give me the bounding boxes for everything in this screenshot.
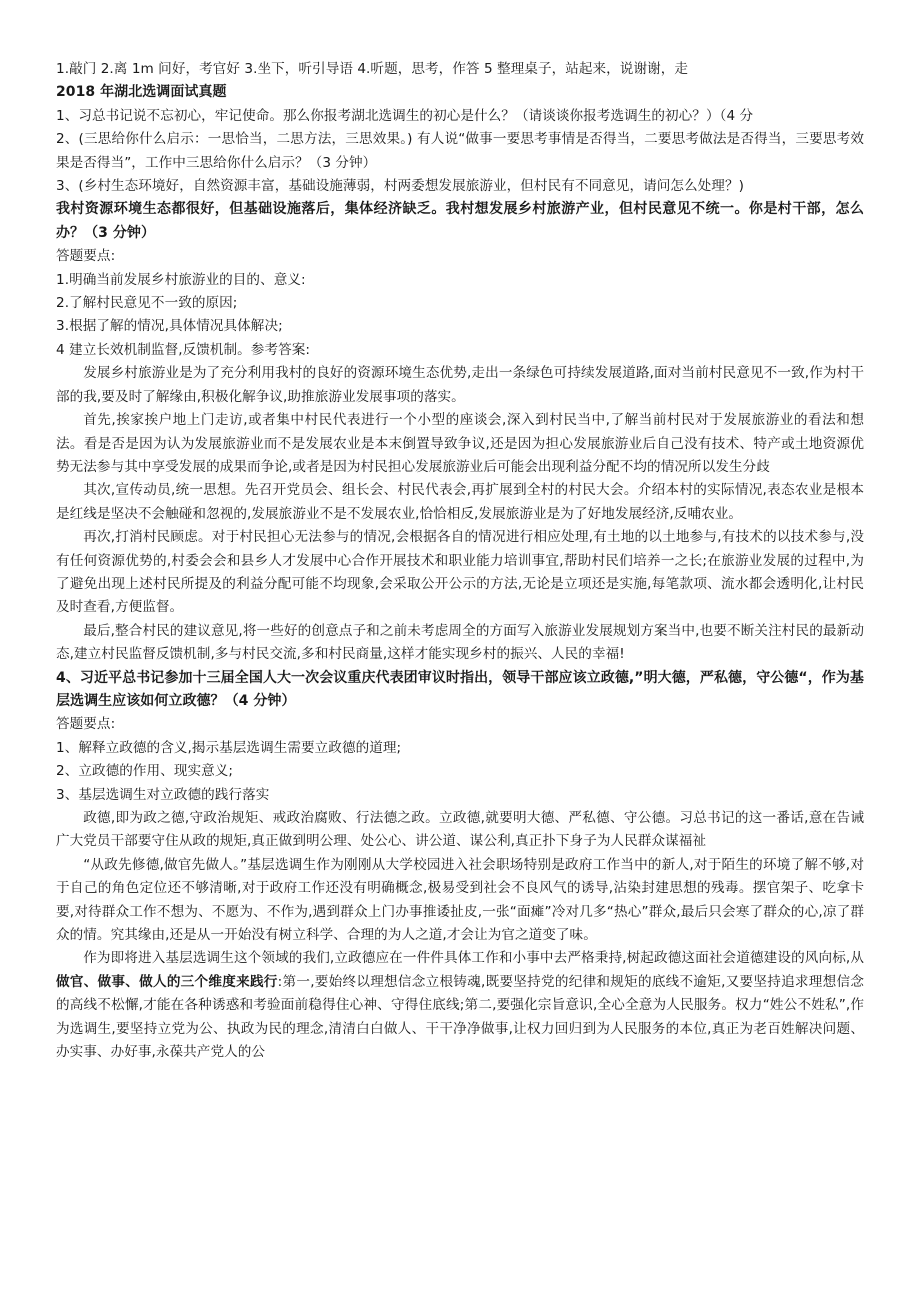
line-2: 1、习总书记说不忘初心，牢记使命。那么你报考湖北选调生的初心是什么？（请谈谈你报考选调生的初心？）（4 分 xyxy=(56,107,754,124)
line-17: 答题要点: xyxy=(56,716,116,733)
paragraph-12: 首先,挨家挨户地上门走访,或者集中村民代表进行一个小型的座谈会,深入到村民当中,了解当前村民对于发展旅游业的看法和想法。看是否是因为认为发展旅游业而不是发展农业是本末倒置导致争议,还是因为担心发展旅游业后自己没有技术、特产或土地资源优势无法参与其中享受发展的成果而争论,或者是因为村民担心发展旅游业后可能会出现利益分配不均的情况所以发生分歧 xyxy=(56,412,864,475)
paragraph-15: 最后,整合村民的建议意见,将一些好的创意点子和之前未考虑周全的方面写入旅游业发展规划方案当中,也要不断关注村民的最新动态,建立村民监督反馈机制,多与村民交流,多和村民商量,这样才能实现乡村的振兴、人民的幸福! xyxy=(56,622,864,663)
line-16: 4、习近平总书记参加十三届全国人大一次会议重庆代表团审议时指出，领导干部应该立政德,”明大德，严私德，守公德“，作为基层选调生应该如何立政德？（4 分钟） xyxy=(56,669,864,709)
line-18: 1、解释立政德的含义,揭示基层选调生需要立政德的道理; xyxy=(56,739,402,756)
paragraph-13: 其次,宣传动员,统一思想。先召开党员会、组长会、村民代表会,再扩展到全村的村民大会。介绍本村的实际情况,表态农业是根本是红线是坚决不会触碰和忽视的,发展旅游业不是不发展农业,恰恰相反,发展旅游业是为了好地发展经济,反哺农业。 xyxy=(56,482,864,522)
paragraph-22: “从政先修德,做官先做人。”基层选调生作为刚刚从大学校园进入社会职场特别是政府工作当中的新人,对于陌生的环境了解不够,对于自己的角色定位还不够清晰,对于政府工作还没有明确概念,极易受到社会不良风气的诱导,沾染封建思想的残毒。摆官架子、吃拿卡要,对待群众工作不想为、不愿为、不作为,遇到群众上门办事推诿扯皮,一张“面瘫”冷对几多“热心”群众,最后只会寒了群众的心,凉了群众的情。究其缘由,还是从一开始没有树立科学、合理的为人之道,才会让为官之道变了味。 xyxy=(56,856,864,944)
line-20: 3、基层选调生对立政德的践行落实 xyxy=(56,786,270,803)
line-10: 4 建立长效机制监督,反馈机制。参考答案: xyxy=(56,341,311,358)
line-4: 3、(乡村生态环境好，自然资源丰富，基础设施薄弱，村两委想发展旅游业，但村民有不同意见，请问怎么处理？) xyxy=(56,178,744,195)
paragraph-14: 再次,打消村民顾虑。对于村民担心无法参与的情况,会根据各自的情况进行相应处理,有土地的以土地参与,有技术的以技术参与,没有任何资源优势的,村委会会和县乡人才发展中心合作开展技术和职业能力培训事宜,帮助村民们培养一之长;在旅游业发展的过程中,为了避免出现上述村民所提及的利益分配可能不均现象,会采取公开公示的方法,无论是立项还是实施,每笔款项、流水都会透明化,让村民及时查看,方便监督。 xyxy=(56,529,864,616)
last-para-bold: 做官、做事、做人的三个维度来践行 xyxy=(56,973,278,990)
line-8: 2.了解村民意见不一致的原因; xyxy=(56,295,238,312)
line-3: 2、(三思给你什么启示：一思恰当，二思方法，三思效果。) 有人说“做事一要思考事情是否得当，二要思考做法是否得当，三要思考效果是否得当”，工作中三思给你什么启示？（3 分钟） xyxy=(56,131,864,171)
line-0: 1.敲门 2.离 1m 问好，考官好 3.坐下，听引导语 4.听题，思考，作答 5 整理桌子，站起来，说谢谢，走 xyxy=(56,61,689,77)
line-1: 2018 年湖北选调面试真题 xyxy=(56,84,227,101)
line-6: 答题要点: xyxy=(56,248,116,265)
line-7: 1.明确当前发展乡村旅游业的目的、意义: xyxy=(56,271,306,288)
line-19: 2、立政德的作用、现实意义; xyxy=(56,763,234,780)
line-9: 3.根据了解的情况,具体情况具体解决; xyxy=(56,318,283,335)
last-para-part1: 作为即将进入基层选调生这个领域的我们,立政德应在一件件具体工作和小事中去严格秉持,树起政德这面社会道德建设的风向标,从 xyxy=(83,950,864,967)
line-5: 我村资源环境生态都很好，但基础设施落后，集体经济缺乏。我村想发展乡村旅游产业，但村民意见不统一。你是村干部，怎么办？（3 分钟） xyxy=(56,201,864,241)
paragraph-11: 发展乡村旅游业是为了充分利用我村的良好的资源环境生态优势,走出一条绿色可持续发展道路,面对当前村民意见不一致,作为村干部的我,要及时了解缘由,积极化解争议,助推旅游业发展事项的落实。 xyxy=(56,365,864,405)
paragraph-21: 政德,即为政之德,守政治规矩、戒政治腐败、行法德之政。立政德,就要明大德、严私德、守公德。习总书记的这一番话,意在告诫广大党员干部要守住从政的规矩,真正做到明公理、处公心、讲公道、谋公利,真正扑下身子为人民群众谋福祉 xyxy=(56,810,864,850)
last-para-part3: :第一,要始终以理想信念立根铸魂,既要坚持党的纪律和规矩的底线不逾矩,又要坚持追求理想信念的高线不松懈,才能在各种诱惑和考验面前稳得住心神、守得住底线;第二,要强化宗旨意识,全心全意为人民服务。权力“姓公不姓私”,作为选调生,要坚持立党为公、执政为民的理念,清清白白做人、干干净净做事,让权力回归到为人民服务的本位,真正为老百姓解决问题、办实事、办好事,永葆共产党人的公 xyxy=(56,973,864,1061)
paragraph-last xyxy=(56,947,864,1064)
